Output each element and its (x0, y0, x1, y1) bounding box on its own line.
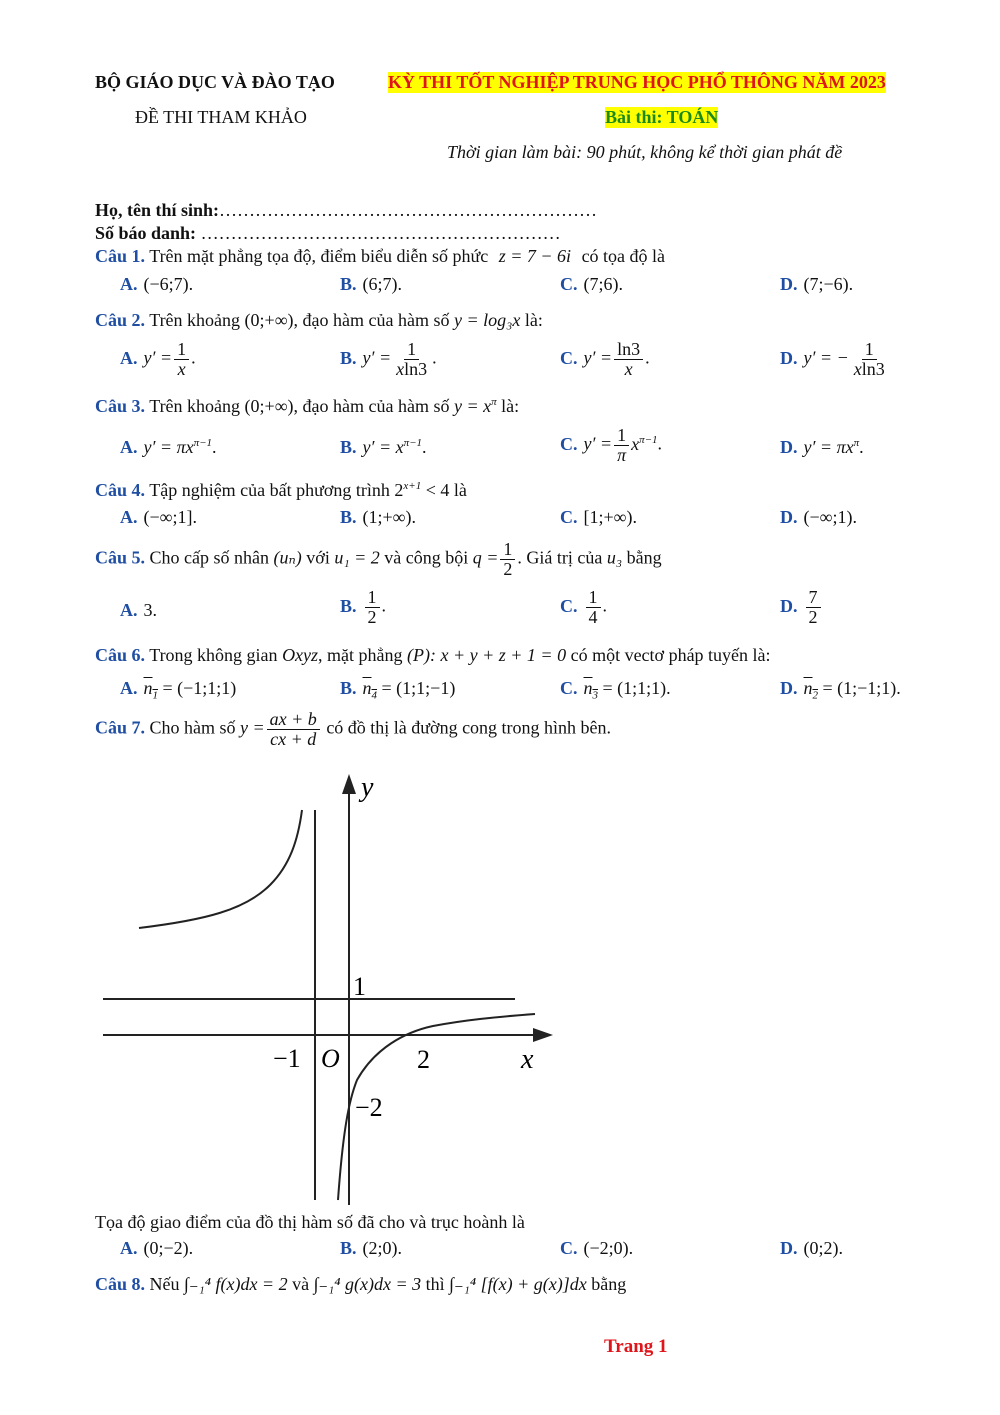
question-7-num: ax + b (267, 710, 320, 730)
question-6-text: Trong không gian (149, 645, 278, 665)
q1-option-a[interactable] (120, 274, 193, 295)
option-text: = (1;1;1). (602, 678, 671, 698)
option-letter: C. (560, 595, 578, 616)
option-letter: B. (340, 507, 357, 527)
option-letter: B. (340, 347, 357, 368)
option-letter: C. (560, 274, 578, 294)
option-text: = (1;−1;1). (822, 678, 901, 698)
option-letter: A. (120, 678, 138, 698)
option-letter: C. (560, 433, 578, 454)
question-5-seq: (uₙ) (273, 547, 302, 568)
option-text: (7;6). (583, 274, 623, 294)
doc-type: ĐỀ THI THAM KHẢO (135, 107, 307, 127)
question-6 (95, 645, 771, 666)
page-number (604, 1336, 668, 1358)
candidate-name-row (95, 200, 597, 221)
option-letter: D. (780, 274, 798, 294)
question-8-text: Nếu (149, 1274, 180, 1294)
option-text: = (1;1;−1) (381, 678, 456, 698)
question-1-label: Câu 1. (95, 246, 146, 266)
question-3-tail: là: (501, 396, 520, 416)
candidate-name-label: Họ, tên thí sinh: (95, 200, 220, 220)
question-5: Câu 5. Cho cấp số nhân (uₙ) với u₁ = 2 và công bội q = $\frac{1}{2}$ . Giá trị của u₃ bằng (95, 539, 662, 579)
q5-option-a[interactable] (120, 600, 157, 621)
question-6-space: Oxyz (282, 645, 319, 665)
question-8-then: thì (425, 1274, 445, 1294)
option-text: (6;7). (362, 274, 403, 294)
option-letter: D. (780, 347, 798, 368)
q1-option-c[interactable] (560, 274, 623, 295)
option-letter: A. (120, 437, 138, 457)
option-letter: D. (780, 1238, 798, 1258)
q3-option-a[interactable]: A. $y' = \pi x^{\pi-1}$. (120, 437, 217, 457)
option-letter: D. (780, 437, 798, 457)
option-text: (−∞;1]. (143, 507, 197, 527)
q2-option-d[interactable]: D. y′ = − $\frac{1}{xln3}$ (780, 339, 885, 379)
question-6-text2: , mặt phẳng (318, 645, 403, 665)
option-letter: A. (120, 1238, 138, 1258)
exam-title: KỲ THI TỐT NGHIỆP TRUNG HỌC PHỔ THÔNG NĂM 2023 (388, 72, 886, 92)
question-1-expr: z = 7 − 6i (498, 246, 572, 266)
option-letter: B. (340, 437, 357, 457)
question-5-tail: bằng (626, 547, 662, 568)
label-neg1: −1 (273, 1044, 301, 1073)
option-letter: A. (120, 347, 138, 368)
question-1-tail: có tọa độ là (581, 246, 666, 266)
question-7-den: cx + d (270, 728, 317, 749)
q7-option-a[interactable] (120, 1238, 193, 1259)
q6-option-a[interactable]: A. $n_1$ = (−1;1;1) (120, 678, 237, 702)
question-2-label: Câu 2. (95, 310, 146, 330)
option-letter: B. (340, 595, 357, 616)
option-text: (0;2). (803, 1238, 843, 1258)
y-axis-arrow (342, 774, 356, 794)
question-6-plane: (P): x + y + z + 1 = 0 (407, 645, 567, 665)
question-3-text2: , đạo hàm của hàm số (293, 396, 450, 416)
question-6-label: Câu 6. (95, 645, 146, 665)
q4-option-a[interactable] (120, 507, 197, 528)
exam-duration: Thời gian làm bài: 90 phút, không kể thời gian phát đề (447, 142, 843, 162)
option-text: [1;+∞). (583, 507, 637, 527)
question-2-text: Trên khoảng (149, 310, 241, 330)
question-7-tail: có đồ thị là đường cong trong hình bên. (326, 717, 612, 738)
q6-option-d[interactable]: D. $n_2$ = (1;−1;1). (780, 678, 901, 702)
option-text: = (−1;1;1) (162, 678, 237, 698)
question-4: Câu 4. Tập nghiệm của bất phương trình $2^{x+1} < 4$ là (95, 480, 467, 500)
option-text: (1;+∞). (362, 507, 416, 527)
x-axis-arrow (533, 1028, 553, 1042)
question-8-tail: bằng (591, 1274, 627, 1294)
q7-option-c[interactable] (560, 1238, 633, 1259)
candidate-name-dots: ……………………………………………………… (219, 200, 598, 220)
question-6-tail: có một vectơ pháp tuyến là: (570, 645, 771, 665)
question-5-u1: u₁ = 2 (334, 547, 380, 568)
option-letter: A. (120, 600, 138, 620)
option-letter: B. (340, 678, 357, 698)
question-5-text3: và công bội (384, 547, 469, 568)
question-2-tail: là: (524, 310, 543, 330)
question-3: Câu 3. Trên khoảng (0;+∞), đạo hàm của hàm số $y = x^\pi$ là: (95, 396, 520, 416)
curve-left-branch (139, 810, 302, 928)
origin-label: O (321, 1044, 340, 1073)
question-4-tail: là (453, 480, 467, 500)
question-1-text: Trên mặt phẳng tọa độ, điểm biểu diễn số phức (149, 246, 489, 266)
q2-option-a[interactable]: A. y′ = $\frac{1}{x}$ . (120, 339, 196, 379)
question-5-label: Câu 5. (95, 547, 146, 568)
candidate-id-row (95, 223, 561, 244)
option-text: (2;0). (362, 1238, 403, 1258)
option-letter: A. (120, 274, 138, 294)
question-2-text2: , đạo hàm của hàm số (293, 310, 450, 330)
function-graph (95, 770, 565, 1210)
option-letter: D. (780, 678, 798, 698)
question-8 (95, 1274, 626, 1295)
question-7-fn: y = (240, 717, 265, 738)
label-2: 2 (417, 1045, 430, 1074)
question-3-label: Câu 3. (95, 396, 146, 416)
option-letter: C. (560, 1238, 578, 1258)
question-8-label: Câu 8. (95, 1274, 146, 1294)
option-text: 3. (143, 600, 157, 620)
question-2-interval: (0;+∞) (244, 310, 294, 330)
label-1: 1 (353, 972, 366, 1001)
candidate-id-dots: …………………………………………………… (200, 223, 561, 243)
q7-option-b[interactable] (340, 1238, 402, 1259)
label-neg2: −2 (355, 1093, 383, 1122)
question-7-label: Câu 7. (95, 717, 146, 738)
option-letter: B. (340, 1238, 357, 1258)
q1-option-d[interactable] (780, 274, 853, 295)
question-2-func: y = log₃x (453, 310, 521, 330)
question-3-text: Trên khoảng (149, 396, 241, 416)
question-1 (95, 246, 665, 267)
y-axis-label: y (361, 772, 374, 803)
subject-label: Bài thi: TOÁN (605, 107, 719, 127)
question-5-text4: . Giá trị của (517, 547, 603, 568)
question-7-prompt: Tọa độ giao điểm của đồ thị hàm số đã cho và trục hoành là (95, 1212, 525, 1232)
question-8-int1: ∫₋₁⁴ f(x)dx = 2 (184, 1274, 288, 1294)
question-7-text: Cho hàm số (149, 717, 236, 738)
question-5-u3: u₃ (606, 547, 623, 568)
q3-option-b[interactable]: B. $y' = x^{\pi-1}$. (340, 437, 427, 457)
question-5-q: q = (472, 547, 499, 568)
question-8-and: và (292, 1274, 310, 1294)
question-7 (95, 710, 611, 749)
q3-option-c[interactable]: C. y′ = $\frac{1}{\pi}$ $x^{\pi-1}$. (560, 425, 663, 465)
option-letter: C. (560, 507, 578, 527)
question-5-text2: với (306, 547, 330, 568)
option-text: (0;−2). (143, 1238, 194, 1258)
option-letter: C. (560, 678, 578, 698)
q2-option-b[interactable]: B. y′ = $\frac{1}{xln3}$ . (340, 339, 437, 379)
q4-option-b[interactable] (340, 507, 416, 528)
option-letter: D. (780, 595, 798, 616)
page-number-text: Trang 1 (604, 1336, 668, 1357)
question-4-text: Tập nghiệm của bất phương trình (149, 480, 390, 500)
option-letter: B. (340, 274, 357, 294)
q5-option-d[interactable]: D. $\frac{7}{2}$ (780, 588, 823, 627)
ministry-name: BỘ GIÁO DỤC VÀ ĐÀO TẠO (95, 72, 335, 92)
question-4-label: Câu 4. (95, 480, 146, 500)
question-8-int2: ∫₋₁⁴ g(x)dx = 3 (313, 1274, 422, 1294)
q3-option-d[interactable]: D. $y' = \pi x^\pi$. (780, 437, 864, 457)
q5-option-c[interactable]: C. $\frac{1}{4}$ . (560, 587, 607, 627)
question-3-interval: (0;+∞) (244, 396, 294, 416)
q4-option-c[interactable] (560, 507, 637, 528)
option-text: (−2;0). (583, 1238, 634, 1258)
q1-option-b[interactable] (340, 274, 402, 295)
q4-option-d[interactable] (780, 507, 857, 528)
question-5-text: Cho cấp số nhân (149, 547, 269, 568)
question-8-int3: ∫₋₁⁴ [f(x) + g(x)]dx (449, 1274, 587, 1294)
option-letter: C. (560, 347, 578, 368)
q6-option-c[interactable]: C. $n_3$ = (1;1;1). (560, 678, 671, 702)
option-text: (−6;7). (143, 274, 194, 294)
q6-option-b[interactable]: B. $n_4$ = (1;1;−1) (340, 678, 456, 702)
question-2 (95, 310, 543, 331)
option-letter: D. (780, 507, 798, 527)
option-text: (7;−6). (803, 274, 854, 294)
x-axis-label: x (521, 1044, 534, 1075)
q5-option-b[interactable]: B. $\frac{1}{2}$ . (340, 587, 387, 627)
q2-option-c[interactable]: C. y′ = $\frac{\ln 3}{x}$ . (560, 339, 650, 379)
q7-option-d[interactable] (780, 1238, 843, 1259)
candidate-id-label: Số báo danh: (95, 223, 197, 243)
option-letter: A. (120, 507, 138, 527)
option-text: (−∞;1). (803, 507, 857, 527)
